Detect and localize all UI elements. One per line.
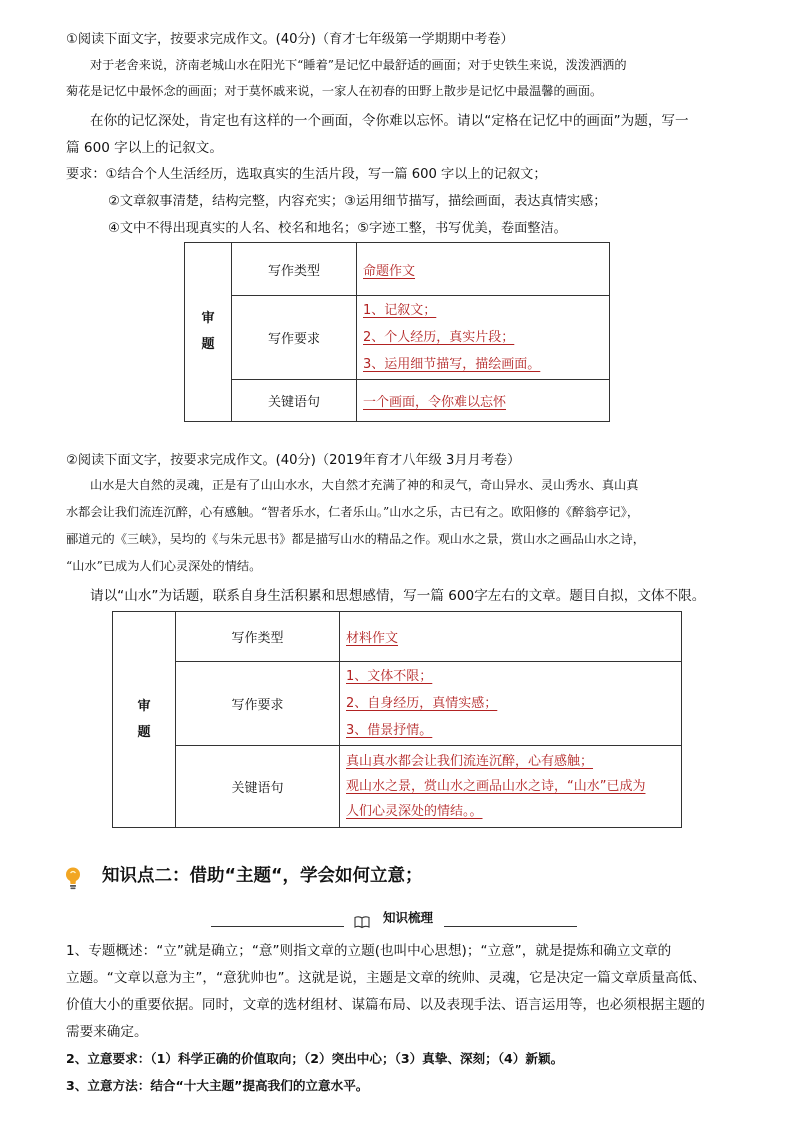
q1-prompt-line: 篇 600 字以上的记叙文。 [66,140,223,156]
answer-cell: 命题作文 [357,243,610,296]
row-label: 关键语句 [176,746,340,828]
q1-passage-line: 对于老舍来说，济南老城山水在阳光下“睡着”是记忆中最舒适的画面；对于史铁生来说，泼泼洒洒的 [90,58,627,72]
q2-passage-line: 水都会让我们流连沉醉，心有感触。“智者乐水，仁者乐山。”山水之乐，古已有之。欧阳修的《醉翁亭记》， [66,505,640,519]
section-paragraph-line: 立题。“文章以意为主”，“意犹帅也”。这就是说，主题是文章的统帅、灵魂，它是决定一篇文章质量高低、 [66,970,706,986]
q2-passage-line: 郦道元的《三峡》，吴均的《与朱元思书》都是描写山水的精品之作。观山水之景，赏山水之画品山水之诗， [66,532,645,546]
q1-review-table [184,242,610,422]
q1-passage-line: 菊花是记忆中最怀念的画面；对于莫怀戚来说，一家人在初春的田野上散步是记忆中最温馨的画面。 [66,84,603,98]
q1-requirements: ④文中不得出现真实的人名、校名和地名；⑤字迹工整，书写优美，卷面整洁。 [108,221,567,236]
q2-title: ②阅读下面文字，按要求完成作文。(40分)（2019年育才八年级 3月月考卷） [66,453,521,468]
answer-cell: 材料作文 [340,612,682,662]
section-methods: 3、立意方法：结合“十大主题”提高我们的立意水平。 [66,1078,369,1093]
q1-prompt-line: 在你的记忆深处，肯定也有这样的一个画面，令你难以忘怀。请以“定格在记忆中的画面”为题，写一 [90,113,689,129]
row-label: 写作要求 [232,296,357,379]
q1-title: ①阅读下面文字，按要求完成作文。(40分)（育才七年级第一学期期中考卷） [66,32,514,47]
q2-passage-line: “山水”已成为人们心灵深处的情结。 [66,559,262,573]
section-paragraph-line: 1、专题概述：“立”就是确立；“意”则指文章的立题(也叫中心思想)；“立意”，就是提炼和确立文章的 [66,943,672,959]
review-side-label: 审 题 [185,243,232,422]
row-label: 写作类型 [176,612,340,662]
answer-cell: 一个画面，令你难以忘怀 [357,379,610,421]
light-bulb-icon [64,866,82,890]
divider-right [444,926,577,927]
divider-left [211,926,344,927]
answer-cell: 1、记叙文； 2、个人经历，真实片段； 3、运用细节描写，描绘画面。 [357,296,610,379]
section-paragraph-line: 价值大小的重要依据。同时，文章的选材组材、谋篇布局、以及表现手法、语言运用等，也必须根据主题的 [66,997,705,1013]
section-paragraph-line: 需要来确定。 [66,1024,148,1040]
section-requirements: 2、立意要求：（1）科学正确的价值取向；（2）突出中心；（3）真挚、深刻；（4）新颖。 [66,1051,564,1066]
section-subtitle: 知识梳理 [383,910,434,925]
row-label: 关键语句 [232,379,357,421]
q2-review-table [112,611,682,828]
q1-requirements: ②文章叙事清楚，结构完整，内容充实；③运用细节描写，描绘画面，表达真情实感； [108,194,607,209]
answer-cell: 1、文体不限； 2、自身经历，真情实感； 3、借景抒情。 [340,662,682,746]
q2-passage-line: 山水是大自然的灵魂，正是有了山山水水，大自然才充满了神的和灵气，奇山异水、灵山秀水、真山真 [90,478,639,492]
row-label: 写作类型 [232,243,357,296]
review-side-label: 审 题 [113,612,176,828]
row-label: 写作要求 [176,662,340,746]
answer-cell: 真山真水都会让我们流连沉醉，心有感触； 观山水之景，赏山水之画品山水之诗，“山水”已成为 人们心灵深处的情结。。 [340,746,682,828]
section-heading: 知识点二：借助“主题“，学会如何立意； [102,866,423,886]
q2-prompt: 请以“山水”为话题，联系自身生活积累和思想感情，写一篇 600字左右的文章。题目自拟，文体不限。 [90,588,706,604]
book-icon [354,915,370,929]
q1-requirements: 要求：①结合个人生活经历，选取真实的生活片段，写一篇 600 字以上的记叙文； [66,167,547,182]
